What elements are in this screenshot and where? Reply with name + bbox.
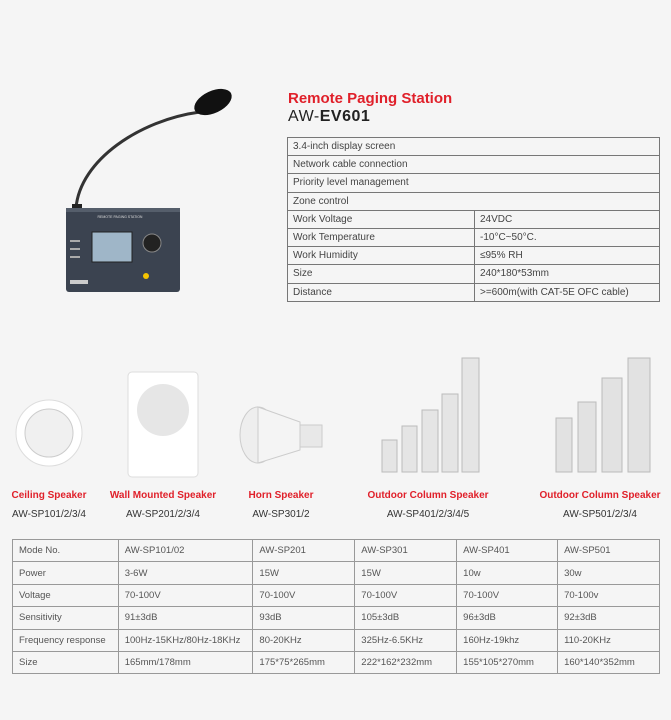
row-header: Sensitivity bbox=[13, 607, 119, 629]
table-cell: 80-20KHz bbox=[253, 629, 355, 651]
speaker-model: AW-SP101/2/3/4 bbox=[12, 509, 86, 520]
table-cell: 100Hz-15KHz/80Hz-18KHz bbox=[118, 629, 253, 651]
table-cell: 160Hz-19khz bbox=[457, 629, 558, 651]
table-cell: 96±3dB bbox=[457, 607, 558, 629]
feature-row: Priority level management bbox=[288, 174, 660, 192]
table-cell: AW-SP501 bbox=[558, 540, 660, 562]
table-cell: 70-100v bbox=[558, 584, 660, 606]
spec-row: Work Humidity ≤95% RH bbox=[288, 247, 660, 265]
row-header: Frequency response bbox=[13, 629, 119, 651]
ceiling-speaker-image bbox=[16, 400, 82, 466]
wall-speaker-image bbox=[128, 372, 198, 477]
table-cell: 160*140*352mm bbox=[558, 651, 660, 673]
table-cell: 165mm/178mm bbox=[118, 651, 253, 673]
feature-row: 3.4-inch display screen bbox=[288, 138, 660, 156]
table-cell: 10w bbox=[457, 562, 558, 584]
table-row bbox=[13, 651, 660, 673]
table-row bbox=[13, 540, 660, 562]
table-cell: 325Hz-6.5KHz bbox=[355, 629, 457, 651]
row-header: Mode No. bbox=[13, 540, 119, 562]
speaker-model: AW-SP501/2/3/4 bbox=[563, 509, 637, 520]
speaker-comparison-table bbox=[12, 539, 660, 674]
speaker-images bbox=[0, 350, 671, 485]
speaker-name: Wall Mounted Speaker bbox=[109, 490, 217, 501]
table-cell: 30w bbox=[558, 562, 660, 584]
row-header: Voltage bbox=[13, 584, 119, 606]
table-cell: 70-100V bbox=[253, 584, 355, 606]
station-spec-table bbox=[287, 137, 660, 302]
table-cell: 105±3dB bbox=[355, 607, 457, 629]
product-title: Remote Paging Station bbox=[288, 90, 453, 107]
speaker-model: AW-SP301/2 bbox=[252, 509, 310, 520]
table-cell: 175*75*265mm bbox=[253, 651, 355, 673]
table-row bbox=[13, 607, 660, 629]
row-header: Size bbox=[13, 651, 119, 673]
table-cell: 155*105*270mm bbox=[457, 651, 558, 673]
speaker-model: AW-SP201/2/3/4 bbox=[126, 509, 200, 520]
table-cell: 110-20KHz bbox=[558, 629, 660, 651]
speaker-name: Horn Speaker bbox=[248, 490, 314, 501]
table-cell: AW-SP401 bbox=[457, 540, 558, 562]
table-cell: 3-6W bbox=[118, 562, 253, 584]
table-cell: 70-100V bbox=[118, 584, 253, 606]
table-cell: AW-SP201 bbox=[253, 540, 355, 562]
table-cell: 70-100V bbox=[355, 584, 457, 606]
table-cell: 91±3dB bbox=[118, 607, 253, 629]
spec-row: Work Voltage 24VDC bbox=[288, 210, 660, 228]
column-speaker-401-image bbox=[382, 358, 479, 472]
spec-row: Size 240*180*53mm bbox=[288, 265, 660, 283]
speaker-name: Outdoor Column Speaker bbox=[539, 490, 661, 501]
feature-row: Network cable connection bbox=[288, 156, 660, 174]
table-cell: 92±3dB bbox=[558, 607, 660, 629]
paging-station-image bbox=[60, 80, 240, 295]
spec-row: Distance >=600m(with CAT-5E OFC cable) bbox=[288, 283, 660, 301]
table-cell: 222*162*232mm bbox=[355, 651, 457, 673]
table-row bbox=[13, 629, 660, 651]
table-cell: 93dB bbox=[253, 607, 355, 629]
speaker-name: Ceiling Speaker bbox=[11, 490, 87, 501]
feature-row: Zone control bbox=[288, 192, 660, 210]
table-cell: 15W bbox=[355, 562, 457, 584]
product-model: AW-EV601 bbox=[288, 108, 371, 125]
horn-speaker-image bbox=[240, 407, 322, 463]
table-cell: AW-SP101/02 bbox=[118, 540, 253, 562]
device-label: REMOTE PAGING STATION bbox=[97, 215, 143, 219]
table-row bbox=[13, 584, 660, 606]
table-cell: AW-SP301 bbox=[355, 540, 457, 562]
speaker-name: Outdoor Column Speaker bbox=[367, 490, 489, 501]
column-speaker-501-image bbox=[556, 358, 650, 472]
spec-row: Work Temperature -10°C~50°C. bbox=[288, 228, 660, 246]
table-row bbox=[13, 562, 660, 584]
table-cell: 70-100V bbox=[457, 584, 558, 606]
row-header: Power bbox=[13, 562, 119, 584]
speaker-model: AW-SP401/2/3/4/5 bbox=[386, 509, 470, 520]
table-cell: 15W bbox=[253, 562, 355, 584]
